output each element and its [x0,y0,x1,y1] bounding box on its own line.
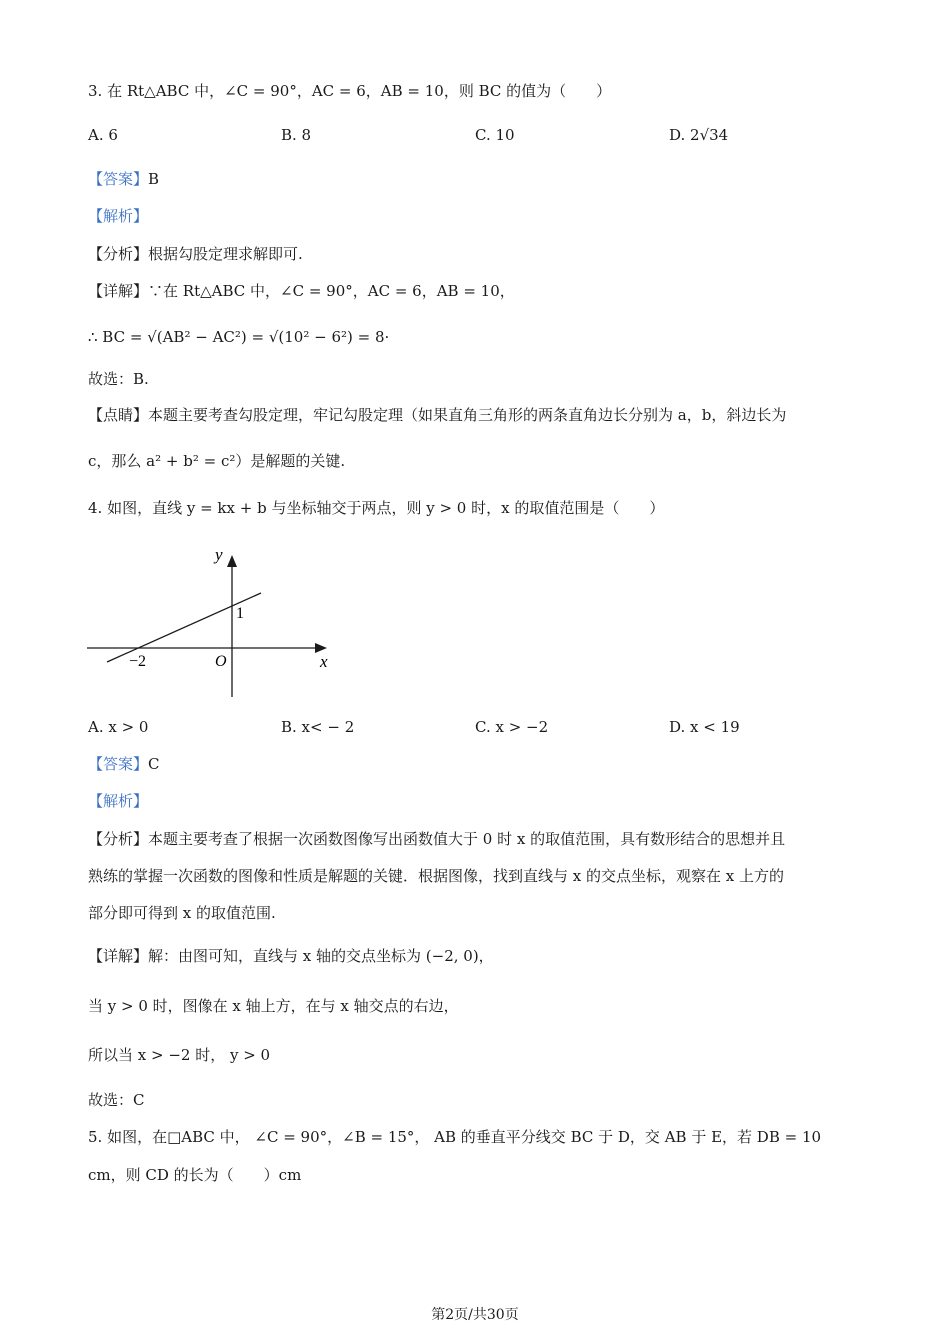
fenxi-text: 根据勾股定理求解即可. [148,245,303,263]
q3-analysis-tag: 【解析】 [88,207,149,225]
q4-graph [85,542,345,702]
fenxi-tag: 【分析】 [88,245,149,263]
detail-tag: 【详解】 [88,947,149,965]
q4-choose: 故选：C [88,1091,145,1109]
detail-text-1: 解：由图可知，直线与 x 轴的交点坐标为 (−2, 0)， [148,947,494,965]
x-intercept-label: −2 [129,653,147,670]
q4-fenxi-2: 熟练的掌握一次函数的图像和性质是解题的关键．根据图像，找到直线与 x 的交点坐标，观察在 x 上方的 [88,867,784,885]
dianjing-text-1: 本题主要考查勾股定理，牢记勾股定理（如果直角三角形的两条直角边长分别为 a，b，斜边长为 [148,406,787,424]
q4-stem: 4. 如图，直线 y = kx + b 与坐标轴交于两点，则 y > 0 时，x 的取值范围是（ ） [88,499,665,517]
q3-option-d: D. 2√34 [669,126,729,144]
detail-tag: 【详解】 [88,282,149,300]
q3-answer [88,168,159,190]
answer-value: C [148,755,160,773]
x-axis-label: x [320,652,328,671]
answer-tag: 【答案】 [88,170,149,188]
q4-option-a: A. x > 0 [88,718,149,736]
detail-text: ∵在 Rt△ABC 中，∠C = 90°，AC = 6，AB = 10， [148,282,515,300]
dianjing-tag: 【点睛】 [88,406,149,424]
q3-choose: 故选：B. [88,370,149,388]
fenxi-tag: 【分析】 [88,830,149,848]
q5-stem-2: cm，则 CD 的长为（ ）cm [88,1166,302,1184]
q4-detail-2: 当 y > 0 时，图像在 x 轴上方，在与 x 轴交点的右边， [88,997,459,1015]
q3-detail [88,280,515,302]
page-footer: 第2页/共30页 [431,1307,519,1323]
function-line [107,593,261,662]
q4-option-b: B. x< − 2 [281,718,355,736]
q4-option-c: C. x > −2 [475,718,549,736]
q3-dianjing-1 [88,404,786,426]
q4-detail-3: 所以当 x > −2 时， y > 0 [88,1046,271,1064]
y-intercept-label: 1 [236,605,244,622]
origin-label: O [215,653,227,670]
q3-option-a: A. 6 [88,126,118,144]
q4-analysis-tag: 【解析】 [88,792,149,810]
q3-calc: ∴ BC = √(AB² − AC²) = √(10² − 6²) = 8· [88,328,390,346]
q4-detail-1 [88,945,494,967]
answer-value: B [148,170,160,188]
q4-option-d: D. x < 19 [669,718,740,736]
q3-option-c: C. 10 [475,126,515,144]
q4-fenxi-1 [88,828,785,850]
q3-dianjing-2: c，那么 a² + b² = c²）是解题的关键. [88,452,346,470]
q4-fenxi-3: 部分即可得到 x 的取值范围. [88,904,276,922]
q3-fenxi [88,243,303,265]
fenxi-text-1: 本题主要考查了根据一次函数图像写出函数值大于 0 时 x 的取值范围，具有数形结合的思想并且 [148,830,786,848]
y-axis-arrow [227,555,237,567]
q3-stem: 3. 在 Rt△ABC 中，∠C = 90°，AC = 6，AB = 10，则 BC 的值为（ ） [88,82,612,100]
q5-stem-1: 5. 如图，在□ABC 中， ∠C = 90°，∠B = 15°， AB 的垂直平分线交 BC 于 D，交 AB 于 E，若 DB = 10 [88,1128,822,1146]
answer-tag: 【答案】 [88,755,149,773]
q3-option-b: B. 8 [281,126,312,144]
q4-answer [88,753,160,775]
y-axis-label: y [215,545,223,564]
